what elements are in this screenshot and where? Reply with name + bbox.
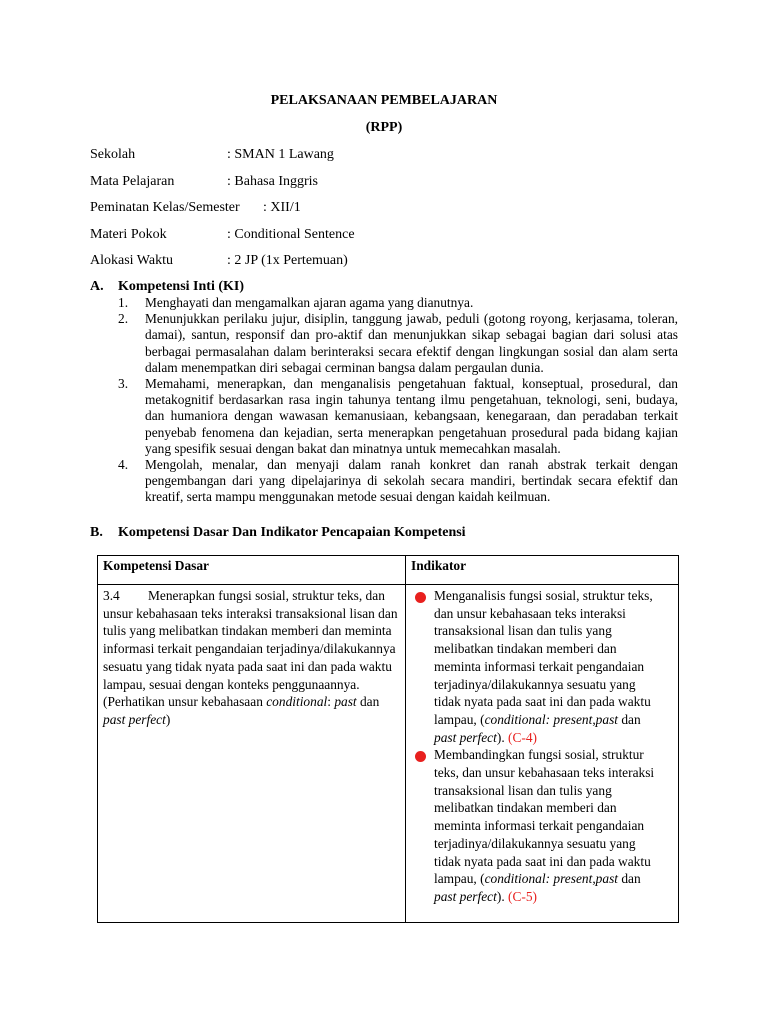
document-subtitle: (RPP) <box>365 120 403 135</box>
column-header-kompetensi-dasar: Kompetensi Dasar <box>98 556 406 585</box>
section-title: Kompetensi Inti (KI) <box>118 279 244 294</box>
info-value: : XII/1 <box>263 200 301 215</box>
section-a-heading <box>90 279 244 295</box>
kd-indikator-table <box>97 555 679 923</box>
info-label: Alokasi Waktu <box>90 253 173 268</box>
list-item <box>118 295 678 311</box>
indicator-italic: past <box>595 871 618 887</box>
indicator-text: , <box>592 711 596 727</box>
info-row-sekolah <box>90 147 334 163</box>
column-header-indikator: Indikator <box>406 556 679 585</box>
kd-note-text: (Perhatikan unsur kebahasaan <box>103 694 267 710</box>
kd-note-italic: past perfect <box>103 711 166 727</box>
list-text: Menunjukkan perilaku jujur, disiplin, tanggung jawab, peduli (gotong royong, kerjasama, toleran, damai), santun, responsif dan pro-aktif dan menunjukkan sikap sebagai bagian dari solusi atas berbagai permasalahan dalam berinteraksi secara efektif dengan lingkungan sosial dan alam serta dalam menempatkan diri sebagai cerminan bangsa dalam pergaulan dunia. <box>145 311 678 375</box>
table-row <box>98 585 679 923</box>
list-number: 3. <box>118 376 129 392</box>
indicator-italic: past perfect <box>434 888 497 904</box>
indicator-italic: conditional: present <box>484 871 593 887</box>
indicator-item <box>410 746 674 905</box>
indicator-text: , <box>592 871 596 887</box>
info-row-materi-pokok <box>90 227 355 243</box>
kd-note-text: ) <box>165 711 171 727</box>
kd-number: 3.4 <box>103 588 120 603</box>
indikator-cell <box>406 585 679 923</box>
kd-note-text: dan <box>356 694 380 710</box>
indicator-italic: past <box>595 711 618 727</box>
kompetensi-dasar-cell <box>98 585 406 923</box>
kd-note-italic: past <box>334 694 357 710</box>
indicator-code: (C-5) <box>508 888 538 904</box>
info-label: Mata Pelajaran <box>90 174 175 189</box>
section-letter: B. <box>90 525 103 540</box>
info-label: Peminatan Kelas/Semester <box>90 200 240 215</box>
list-number: 2. <box>118 311 129 327</box>
indicator-italic: conditional: present <box>484 711 593 727</box>
list-item <box>118 457 678 506</box>
indicator-item <box>410 587 674 746</box>
info-value: : SMAN 1 Lawang <box>227 147 334 162</box>
info-label: Sekolah <box>90 147 136 162</box>
list-text: Mengolah, menalar, dan menyaji dalam ranah konkret dan ranah abstrak terkait dengan pengembangan dari yang dipelajarinya di sekolah secara mandiri, bertindak secara efektif dan kreatif, serta mampu menggunakan metode sesuai dengan kaidah keilmuan. <box>145 457 678 505</box>
indicator-text: ). <box>496 729 509 745</box>
document-title: PELAKSANAAN PEMBELAJARAN <box>270 93 498 108</box>
ki-list <box>118 295 678 506</box>
red-bullet-icon <box>415 592 426 603</box>
info-value: : 2 JP (1x Pertemuan) <box>227 253 348 268</box>
list-item <box>118 376 678 457</box>
info-row-peminatan <box>90 200 301 216</box>
section-letter: A. <box>90 279 104 294</box>
info-value: : Bahasa Inggris <box>227 174 318 189</box>
indicator-text: Menganalisis fungsi sosial, struktur teks, dan unsur kebahasaan teks interaksi transaksional lisan dan tulis yang melibatkan tindakan memberi dan meminta informasi terkait pengandaian terjadinya/dilakukannya sesuatu yang tidak nyata pada saat ini dan pada waktu lampau, ( <box>434 588 653 727</box>
indicator-text: Membandingkan fungsi sosial, struktur teks, dan unsur kebahasaan teks interaksi transaksional lisan dan tulis yang melibatkan tindakan memberi dan meminta informasi terkait pengandaian terjadinya/dilakukannya sesuatu yang tidak nyata pada saat ini dan pada waktu lampau, ( <box>434 747 655 887</box>
indicator-text: dan <box>618 711 641 727</box>
info-row-alokasi-waktu <box>90 253 348 269</box>
kd-note-text: : <box>327 694 335 710</box>
indicator-text: dan <box>618 871 641 887</box>
indicator-text: ). <box>496 888 509 904</box>
section-title: Kompetensi Dasar Dan Indikator Pencapaian Kompetensi <box>118 525 466 540</box>
info-value: : Conditional Sentence <box>227 227 355 242</box>
indicator-italic: past perfect <box>434 729 497 745</box>
kd-note-italic: conditional <box>266 694 328 710</box>
info-row-mata-pelajaran <box>90 174 318 190</box>
list-text: Menghayati dan mengamalkan ajaran agama yang dianutnya. <box>145 295 474 310</box>
info-label: Materi Pokok <box>90 227 167 242</box>
list-item <box>118 311 678 376</box>
list-number: 4. <box>118 457 129 473</box>
kd-text: Menerapkan fungsi sosial, struktur teks, dan unsur kebahasaan teks interaksi transaksional lisan dan tulis yang melibatkan tindakan memberi dan meminta informasi terkait pengandaian terjadinya/dilakukannya sesuatu yang tidak nyata pada saat ini dan pada waktu lampau, sesuai dengan konteks penggunaannya. <box>103 588 398 692</box>
section-b-heading <box>90 525 466 541</box>
red-bullet-icon <box>415 751 426 762</box>
table-header-row <box>98 556 679 585</box>
list-text: Memahami, menerapkan, dan menganalisis pengetahuan faktual, konseptual, prosedural, dan metakognitif berdasarkan rasa ingin tahunya tentang ilmu pengetahuan, teknologi, seni, budaya, dan humaniora dengan wawasan kemanusiaan, kebangsaan, kenegaraan, dan peradaban terkait penyebab fenomena dan kejadian, serta menerapkan pengetahuan prosedural pada bidang kajian yang spesifik sesuai dengan bakat dan minatnya untuk memecahkan masalah. <box>145 376 678 456</box>
list-number: 1. <box>118 295 129 310</box>
indicator-code: (C-4) <box>508 729 538 745</box>
